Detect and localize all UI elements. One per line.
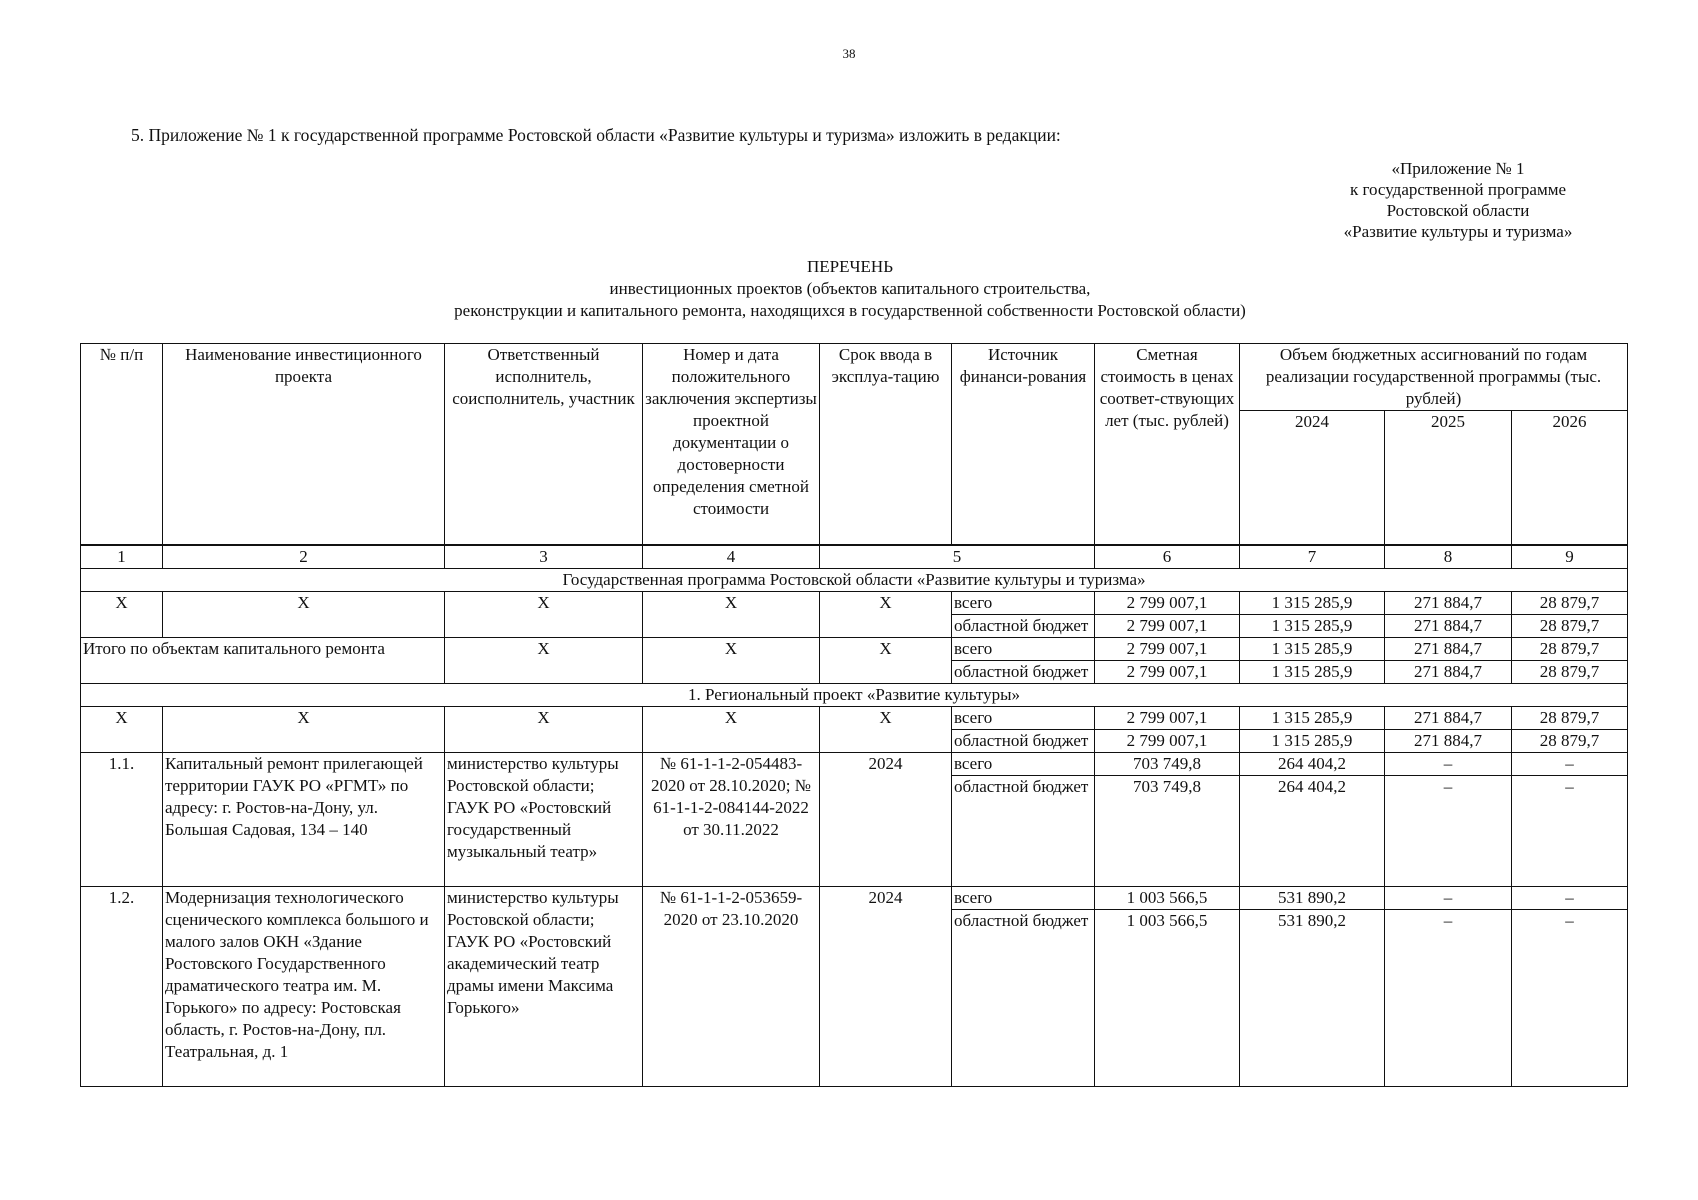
cell-2025: –	[1385, 887, 1512, 910]
cell-2024: 1 315 285,9	[1240, 615, 1385, 638]
cell-2025: 271 884,7	[1385, 730, 1512, 753]
appendix-line: «Развитие культуры и туризма»	[1343, 222, 1573, 241]
cell-num: 1.2.	[81, 887, 163, 1087]
cell-x: Х	[445, 592, 643, 638]
cell-expertise: № 61-1-1-2-054483-2020 от 28.10.2020; № 61-1-1-2-084144-2022 от 30.11.2022	[643, 753, 820, 887]
section-title: Государственная программа Ростовской области «Развитие культуры и туризма»	[81, 569, 1628, 592]
cell-cost: 703 749,8	[1095, 776, 1240, 887]
cell-cost: 2 799 007,1	[1095, 592, 1240, 615]
cell-source: всего	[952, 753, 1095, 776]
cell-project-name: Модернизация технологического сценического комплекса большого и малого залов ОКН «Здание Ростовского Государственного драматического театра им. М. Горького» по адресу: Ростовская область, г. Ростов-на-Дону, пл. Театральная, д. 1	[163, 887, 445, 1087]
cell-2025: 271 884,7	[1385, 592, 1512, 615]
cell-cost: 2 799 007,1	[1095, 638, 1240, 661]
cell-project-name: Капитальный ремонт прилегающей территории ГАУК РО «РГМТ» по адресу: г. Ростов-на-Дону, ул. Большая Садовая, 134 – 140	[163, 753, 445, 887]
column-number: 8	[1385, 545, 1512, 569]
page-number: 38	[842, 46, 856, 61]
column-number-row	[81, 545, 1628, 569]
cell-cost: 703 749,8	[1095, 753, 1240, 776]
cell-executor: министерство культуры Ростовской области; ГАУК РО «Ростовский государственный музыкальный театр»	[445, 753, 643, 887]
cell-x: Х	[820, 592, 952, 638]
header-cost: Сметная стоимость в ценах соответ-ствующих лет (тыс. рублей)	[1095, 344, 1240, 546]
header-executor: Ответственный исполнитель, соисполнитель, участник	[445, 344, 643, 546]
cell-2024: 264 404,2	[1240, 776, 1385, 887]
cell-2025: 271 884,7	[1385, 707, 1512, 730]
cell-2026: 28 879,7	[1512, 661, 1628, 684]
cell-2026: 28 879,7	[1512, 592, 1628, 615]
intro-paragraph: 5. Приложение № 1 к государственной программе Ростовской области «Развитие культуры и туризма» изложить в редакции:	[131, 125, 1061, 145]
cell-2024: 264 404,2	[1240, 753, 1385, 776]
cell-source: всего	[952, 887, 1095, 910]
title-line: инвестиционных проектов (объектов капитального строительства,	[609, 279, 1091, 298]
header-year-2024: 2024	[1240, 411, 1385, 546]
cell-source: всего	[952, 707, 1095, 730]
table-row	[81, 707, 1628, 730]
cell-source: всего	[952, 638, 1095, 661]
cell-2024: 1 315 285,9	[1240, 592, 1385, 615]
section-title: 1. Региональный проект «Развитие культуры»	[81, 684, 1628, 707]
document-title	[80, 256, 1620, 322]
header-budget: Объем бюджетных ассигнований по годам реализации государственной программы (тыс. рублей)	[1240, 344, 1628, 411]
cell-term: 2024	[820, 887, 952, 1087]
cell-2026: 28 879,7	[1512, 615, 1628, 638]
table-header-row	[81, 344, 1628, 411]
cell-2025: –	[1385, 776, 1512, 887]
table-row	[81, 887, 1628, 910]
appendix-line: Ростовской области	[1386, 201, 1530, 220]
cell-x: Х	[643, 638, 820, 684]
summary-label: Итого по объектам капитального ремонта	[81, 638, 445, 684]
cell-cost: 1 003 566,5	[1095, 887, 1240, 910]
cell-x: Х	[163, 592, 445, 638]
column-number: 5	[820, 545, 1095, 569]
column-number: 1	[81, 545, 163, 569]
cell-2026: 28 879,7	[1512, 730, 1628, 753]
cell-2025: 271 884,7	[1385, 638, 1512, 661]
cell-2026: 28 879,7	[1512, 707, 1628, 730]
cell-2024: 531 890,2	[1240, 887, 1385, 910]
cell-2024: 1 315 285,9	[1240, 661, 1385, 684]
cell-cost: 2 799 007,1	[1095, 730, 1240, 753]
cell-x: Х	[445, 707, 643, 753]
cell-x: Х	[820, 638, 952, 684]
cell-num: 1.1.	[81, 753, 163, 887]
table-row	[81, 592, 1628, 615]
cell-x: Х	[445, 638, 643, 684]
cell-executor: министерство культуры Ростовской области; ГАУК РО «Ростовский академический театр драмы имени Максима Горького»	[445, 887, 643, 1087]
cell-2026: –	[1512, 753, 1628, 776]
section-row-program	[81, 569, 1628, 592]
cell-2025: 271 884,7	[1385, 661, 1512, 684]
appendix-note	[1298, 158, 1618, 242]
cell-2026: –	[1512, 776, 1628, 887]
cell-source: областной бюджет	[952, 776, 1095, 887]
appendix-line: «Приложение № 1	[1391, 159, 1525, 178]
cell-source: всего	[952, 592, 1095, 615]
column-number: 9	[1512, 545, 1628, 569]
cell-x: Х	[643, 707, 820, 753]
cell-x: Х	[643, 592, 820, 638]
section-row-project	[81, 684, 1628, 707]
appendix-line: к государственной программе	[1349, 180, 1567, 199]
cell-source: областной бюджет	[952, 615, 1095, 638]
header-name: Наименование инвестиционного проекта	[163, 344, 445, 546]
cell-source: областной бюджет	[952, 661, 1095, 684]
header-year-2026: 2026	[1512, 411, 1628, 546]
title-line: реконструкции и капитального ремонта, находящихся в государственной собственности Ростовской области)	[454, 301, 1246, 320]
cell-x: Х	[163, 707, 445, 753]
header-num: № п/п	[81, 344, 163, 546]
column-number: 3	[445, 545, 643, 569]
cell-source: областной бюджет	[952, 730, 1095, 753]
table-row	[81, 638, 1628, 661]
investment-projects-table	[80, 343, 1628, 1087]
cell-x: Х	[820, 707, 952, 753]
cell-2026: 28 879,7	[1512, 638, 1628, 661]
cell-2025: –	[1385, 910, 1512, 1087]
cell-2024: 1 315 285,9	[1240, 638, 1385, 661]
cell-x: Х	[81, 707, 163, 753]
cell-cost: 1 003 566,5	[1095, 910, 1240, 1087]
cell-cost: 2 799 007,1	[1095, 615, 1240, 638]
cell-cost: 2 799 007,1	[1095, 707, 1240, 730]
cell-term: 2024	[820, 753, 952, 887]
cell-2026: –	[1512, 910, 1628, 1087]
table-row	[81, 753, 1628, 776]
cell-2025: 271 884,7	[1385, 615, 1512, 638]
cell-2024: 1 315 285,9	[1240, 730, 1385, 753]
header-year-2025: 2025	[1385, 411, 1512, 546]
cell-source: областной бюджет	[952, 910, 1095, 1087]
cell-2026: –	[1512, 887, 1628, 910]
cell-expertise: № 61-1-1-2-053659-2020 от 23.10.2020	[643, 887, 820, 1087]
cell-cost: 2 799 007,1	[1095, 661, 1240, 684]
cell-2025: –	[1385, 753, 1512, 776]
header-source: Источник финанси-рования	[952, 344, 1095, 546]
cell-2024: 1 315 285,9	[1240, 707, 1385, 730]
header-term: Срок ввода в эксплуа-тацию	[820, 344, 952, 546]
column-number: 2	[163, 545, 445, 569]
column-number: 7	[1240, 545, 1385, 569]
cell-x: Х	[81, 592, 163, 638]
column-number: 6	[1095, 545, 1240, 569]
header-expertise: Номер и дата положительного заключения экспертизы проектной документации о достоверности определения сметной стоимости	[643, 344, 820, 546]
title-line: ПЕРЕЧЕНЬ	[807, 257, 893, 276]
cell-2024: 531 890,2	[1240, 910, 1385, 1087]
column-number: 4	[643, 545, 820, 569]
